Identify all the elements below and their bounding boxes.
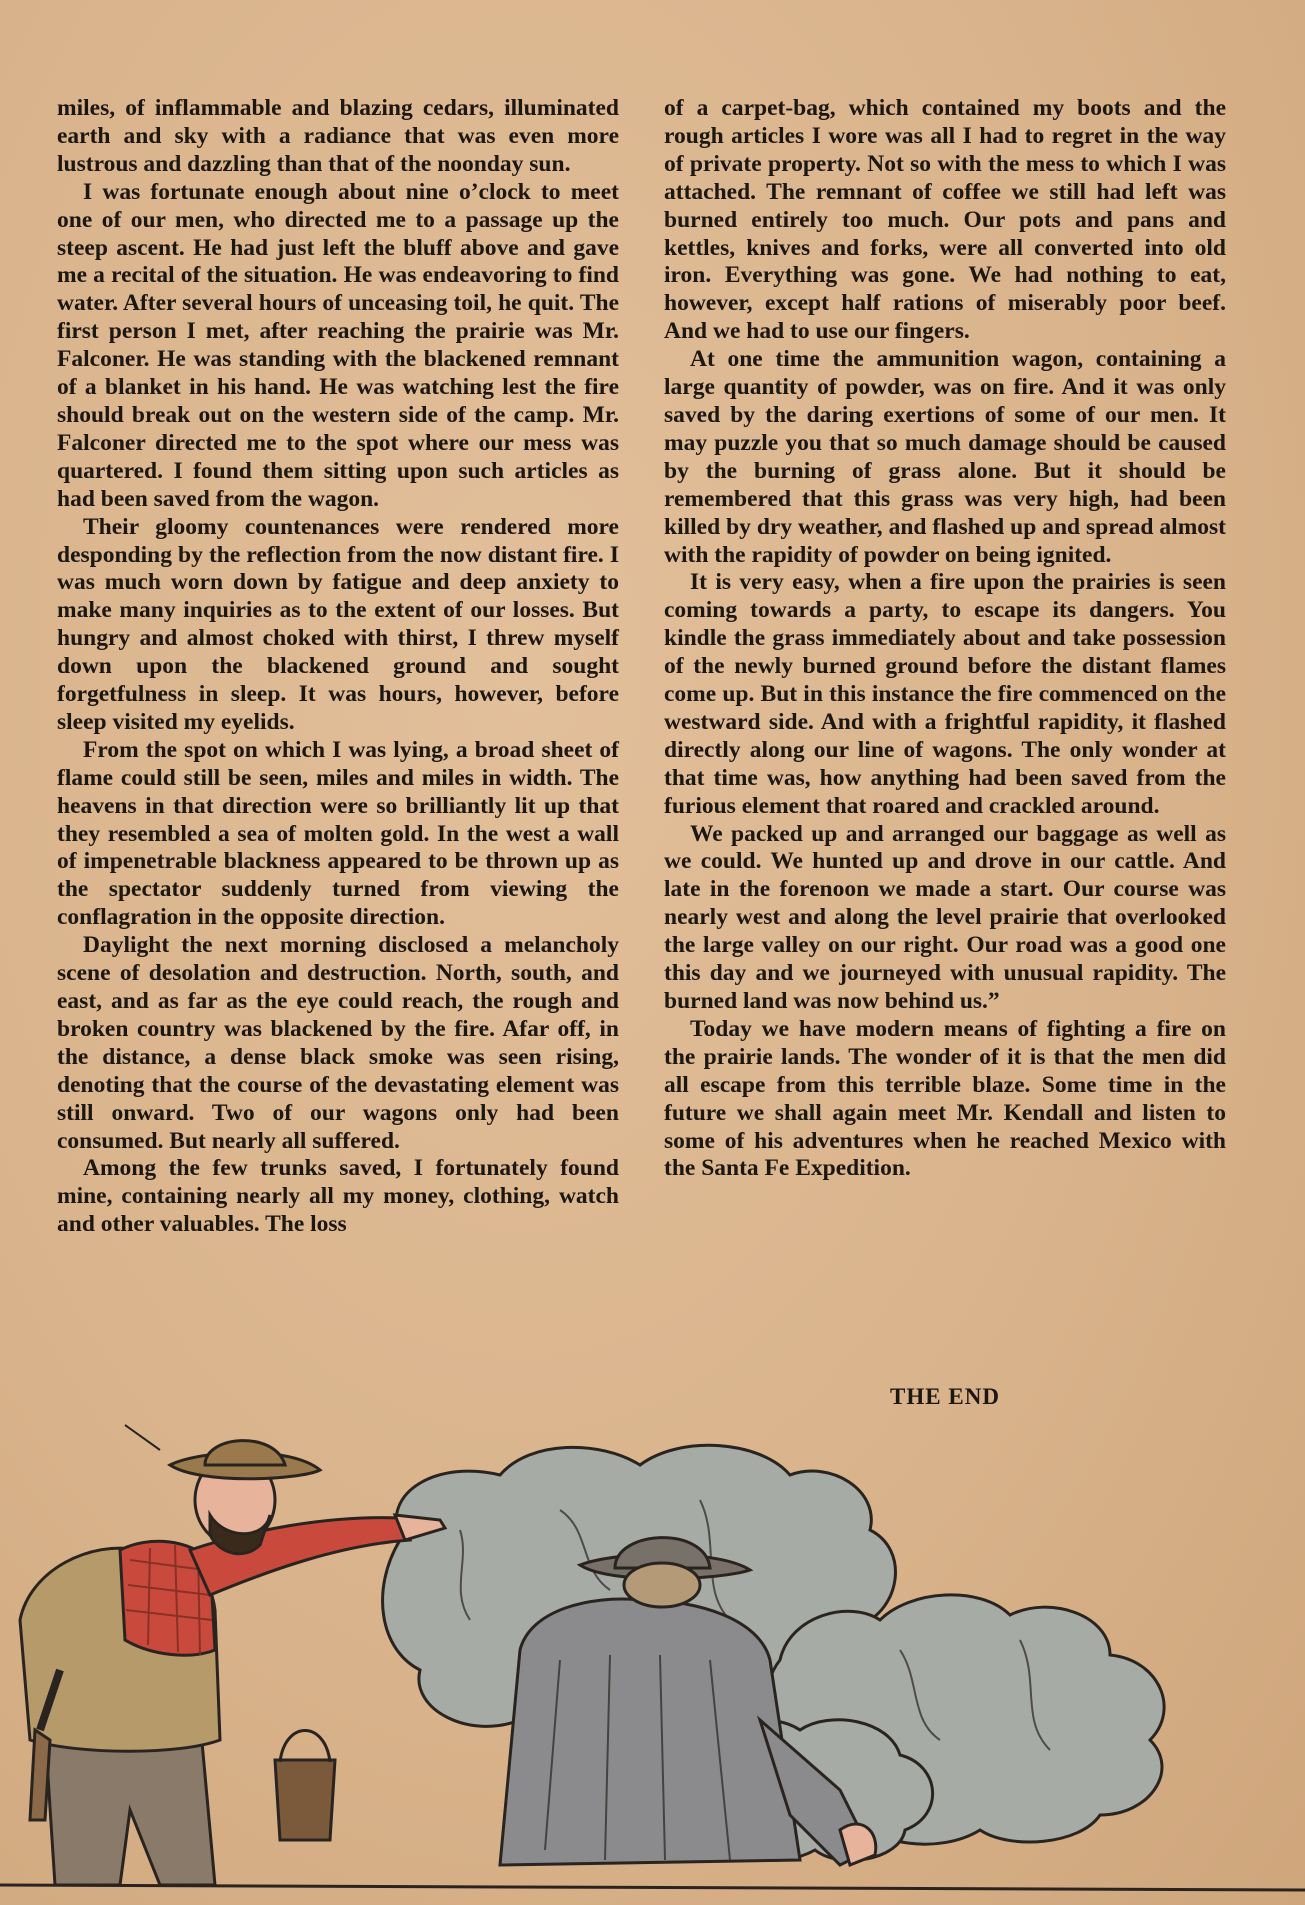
paragraph: From the spot on which I was lying, a broad sheet of flame could still be seen, miles and miles in width. The heavens in that direction were so brilliantly lit up that they resembled a sea of molten gold. In the west a wall of impenetrable blackness appeared to be thrown up as the spectator suddenly turned from viewing the conflagration in the opposite direction. <box>57 736 619 931</box>
illustration-panel <box>0 1420 1305 1905</box>
paragraph: At one time the ammunition wagon, containing a large quantity of powder, was on fire. And it was only saved by the daring exertions of some of our men. It may puzzle you that so much damage should be caused by the burning of grass alone. But it should be remembered that this grass was very high, had been killed by dry weather, and flashed up and spread almost with the rapidity of powder on being ignited. <box>664 346 1226 568</box>
paragraph: of a carpet-bag, which contained my boots and the rough articles I wore was all I had to regret in the way of private property. Not so with the mess to which I was attached. The remnant of coffee we still had left was burned entirely too much. Our pots and pans and kettles, knives and forks, were all converted into old iron. Everything was gone. We had nothing to eat, however, except half rations of miserably poor beef. And we had to use our fingers. <box>664 95 1226 345</box>
paragraph: We packed up and arranged our baggage as well as we could. We hunted up and drove in our cattle. And late in the forenoon we made a start. Our course was nearly west and along the level prairie that overlooked the large valley on our right. Our road was a good one this day and we journeyed with unusual rapidity. The burned land was now behind us.” <box>664 820 1226 1014</box>
paragraph: Among the few trunks saved, I fortunately found mine, containing nearly all my money, clothing, watch and other valuables. The loss <box>57 1155 619 1238</box>
paragraph: It is very easy, when a fire upon the prairies is seen coming towards a party, to escape its dangers. You kindle the grass immediately about and take possession of the newly burned ground before the distant flames come up. But in this instance the fire commenced on the westward side. And with a frightful rapidity, it flashed directly along our line of wagons. The only wonder at that time was, how anything had been saved from the furious element that roared and crackled around. <box>664 569 1226 819</box>
article-left-column <box>57 95 619 1239</box>
paragraph: Today we have modern means of fighting a fire on the prairie lands. The wonder of it is that the men did all escape from this terrible blaze. Some time in the future we shall again meet Mr. Kendall and listen to some of his adventures when he reached Mexico with the Santa Fe Expedition. <box>664 1015 1226 1182</box>
paragraph: miles, of inflammable and blazing cedars, illuminated earth and sky with a radiance that was even more lustrous and dazzling than that of the noonday sun. <box>57 95 619 177</box>
article-right-column <box>664 95 1226 1183</box>
the-end-label: THE END <box>890 1384 1000 1409</box>
paragraph: I was fortunate enough about nine o’clock to meet one of our men, who directed me to a passage up the steep ascent. He had just left the bluff above and gave me a recital of the situation. He was endeavoring to find water. After several hours of unceasing toil, he quit. The first person I met, after reaching the prairie was Mr. Falconer. He was standing with the blackened remnant of a blanket in his hand. He was watching lest the fire should break out on the western side of the camp. Mr. Falconer directed me to the spot where our mess was quartered. I found them sitting upon such articles as had been saved from the wagon. <box>57 178 619 512</box>
frontiersman-pointing-icon <box>20 1425 445 1885</box>
paragraph: Their gloomy countenances were rendered more desponding by the reflection from the now distant fire. I was much worn down by fatigue and deep anxiety to make many inquiries as to the extent of our losses. But hungry and almost choked with thirst, I threw myself down upon the blackened ground and sought forgetfulness in sleep. It was hours, however, before sleep visited my eyelids. <box>57 513 619 735</box>
paragraph: Daylight the next morning disclosed a melancholy scene of desolation and destruction. North, south, and east, and as far as the eye could reach, the rough and broken country was blackened by the fire. Afar off, in the distance, a dense black smoke was seen rising, denoting that the course of the devastating element was still onward. Two of our wagons only had been consumed. But nearly all suffered. <box>57 932 619 1154</box>
frontiersmen-illustration <box>0 1420 1305 1905</box>
